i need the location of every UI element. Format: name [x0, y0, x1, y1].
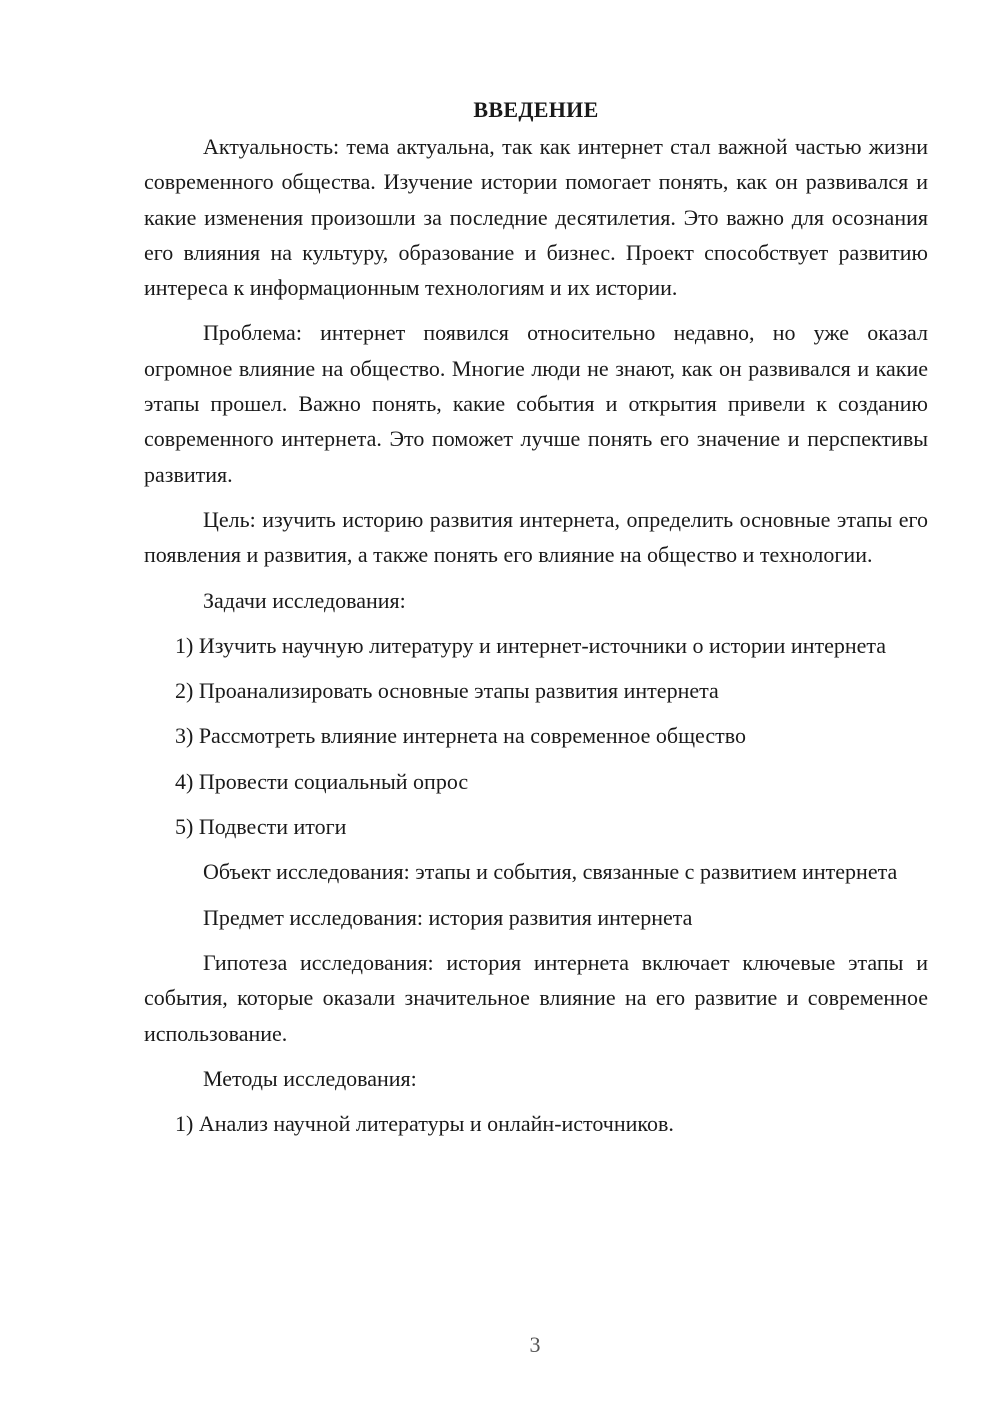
relevance-paragraph: Актуальность: тема актуальна, так как интернет стал важной частью жизни современного общества. Изучение истории помогает понять, как он развивался и какие изменения произошли за последние десятилетия. Это важно для осознания его влияния на культуру, образование и бизнес. Проект способствует развитию интереса к информационным технологиям и их истории. — [144, 134, 928, 301]
goal-paragraph: Цель: изучить историю развития интернета, определить основные этапы его появления и развития, а также понять его влияние на общество и технологии. — [144, 506, 928, 568]
document-page — [144, 92, 928, 1151]
task-item-3: 3) Рассмотреть влияние интернета на современное общество — [175, 723, 746, 749]
tasks-heading: Задачи исследования: — [203, 587, 406, 613]
task-item-1: 1) Изучить научную литературу и интернет-источники о истории интернета — [175, 632, 887, 658]
object-paragraph: Объект исследования: этапы и события, связанные с развитием интернета — [203, 859, 898, 885]
methods-heading: Методы исследования: — [203, 1065, 417, 1091]
section-title: ВВЕДЕНИЕ — [473, 97, 599, 122]
page-number: 3 — [529, 1332, 541, 1357]
subject-paragraph: Предмет исследования: история развития интернета — [203, 904, 693, 930]
method-item-1: 1) Анализ научной литературы и онлайн-источников. — [175, 1111, 674, 1137]
task-item-5: 5) Подвести итоги — [175, 814, 347, 840]
hypothesis-paragraph: Гипотеза исследования: история интернета включает ключевые этапы и события, которые оказали значительное влияние на его развитие и современное использование. — [144, 949, 928, 1046]
task-item-4: 4) Провести социальный опрос — [175, 768, 469, 794]
problem-paragraph: Проблема: интернет появился относительно недавно, но уже оказал огромное влияние на общество. Многие люди не знают, как он развивался и какие этапы прошел. Важно понять, какие события и открытия привели к созданию современного интернета. Это поможет лучше понять его значение и перспективы развития. — [144, 320, 928, 487]
task-item-2: 2) Проанализировать основные этапы развития интернета — [175, 678, 719, 704]
